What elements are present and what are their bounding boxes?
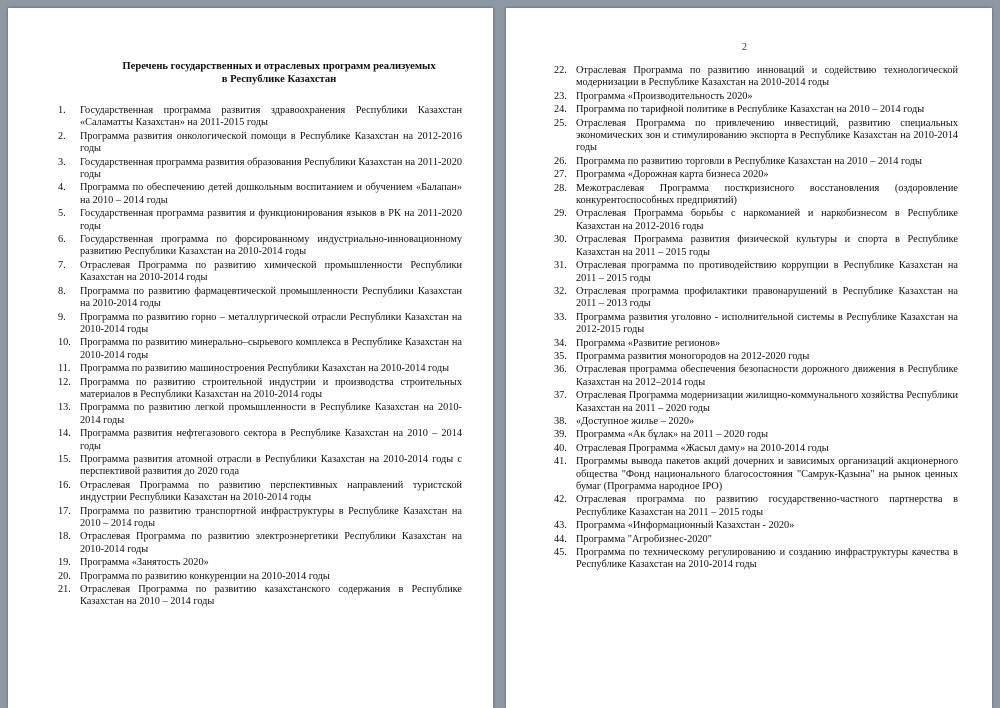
list-item-number: 45. (554, 547, 567, 559)
list-item (554, 65, 958, 90)
list-item (58, 557, 462, 569)
list-item (554, 91, 958, 103)
list-item-number: 42. (554, 494, 567, 506)
document-page-left (8, 8, 493, 708)
list-item-number: 37. (554, 390, 567, 402)
list-item-number: 30. (554, 234, 567, 246)
list-item (554, 494, 958, 519)
list-item (58, 480, 462, 505)
list-item (554, 260, 958, 285)
list-item-text: Программа развития онкологической помощи в Республике Казахстан на 2012-2016 годы (80, 130, 462, 155)
list-item-text: Отраслевая Программа борьбы с наркоманией и наркобизнесом в Республике Казахстан на 2012-2016 годы (576, 208, 958, 232)
list-item (554, 183, 958, 208)
list-item-text: Программа «Развитие регионов» (576, 337, 721, 349)
list-item (554, 351, 958, 363)
list-item-text: Отраслевая Программа по развитию перспективных направлений туристской индустрии Республики Казахстан на 2010-2014 годы (80, 479, 462, 504)
list-item (554, 156, 958, 168)
list-item-text: Программа по обеспечению детей дошкольным воспитанием и обучением «Балапан» на 2010 – 2014 годы (80, 182, 462, 206)
list-item (554, 234, 958, 259)
list-item (58, 506, 462, 531)
list-item (58, 363, 462, 375)
list-item (554, 118, 958, 155)
list-item-number: 2. (58, 130, 66, 142)
list-item (554, 456, 958, 493)
list-item (58, 208, 462, 233)
list-item (554, 443, 958, 455)
list-item (554, 390, 958, 415)
list-item (554, 547, 958, 572)
list-item-number: 35. (554, 350, 567, 362)
list-item-text: Программа по тарифной политике в Республике Казахстан на 2010 – 2014 годы (576, 104, 925, 116)
list-item (58, 531, 462, 556)
list-item-text: Государственная программа развития образования Республики Казахстан на 2011-2020 годы (80, 156, 462, 181)
list-item-text: Программа по развитию конкуренции на 2010-2014 годы (80, 570, 330, 582)
list-item-number: 4. (58, 182, 66, 194)
list-item-number: 20. (58, 570, 71, 582)
list-item-number: 24. (554, 104, 567, 116)
list-item-text: Программа «Ак бұлак» на 2011 – 2020 годы (576, 429, 769, 441)
list-item-text: Государственная программа по форсированному индустриально-инновационному развитию Республики Казахстан на 2010-2014 годы (80, 234, 462, 258)
list-item-number: 23. (554, 90, 567, 102)
list-item (58, 571, 462, 583)
list-item-text: Отраслевая Программа модернизации жилищно-коммунального хозяйства Республики Казахстан на 2011 – 2020 годы (576, 390, 958, 414)
list-item-number: 5. (58, 208, 66, 220)
list-item-text: Программа "Агробизнес-2020" (576, 533, 712, 545)
list-item-text: Отраслевая Программа по привлечению инвестиций, развитию специальных экономических зон и стимулированию экспорта в Республике Казахстан на 2010-2014 годы (576, 117, 958, 154)
list-item-text: Программа по развитию транспортной инфраструктуры в Республике Казахстан на 2010 – 2014 годы (80, 505, 462, 529)
list-item-number: 36. (554, 364, 567, 376)
list-item (554, 416, 958, 428)
list-item-number: 29. (554, 208, 567, 220)
list-item-text: Программа развития атомной отрасли в Республики Казахстан на 2010-2014 годы с перспективой развития до 2020 года (80, 453, 462, 478)
list-item-number: 44. (554, 533, 567, 545)
list-item-number: 32. (554, 285, 567, 297)
list-item-number: 43. (554, 520, 567, 532)
list-item (554, 429, 958, 441)
list-item-number: 3. (58, 156, 66, 168)
list-item (58, 286, 462, 311)
list-item (58, 260, 462, 285)
list-item (554, 169, 958, 181)
list-item-number: 18. (58, 531, 71, 543)
list-item-text: Программа «Дорожная карта бизнеса 2020» (576, 169, 769, 181)
list-item-text: Отраслевая Программа «Жасыл даму» на 2010-2014 годы (576, 442, 829, 454)
list-item-number: 31. (554, 260, 567, 272)
list-item-text: Программа по развитию горно – металлургической отрасли Республики Казахстан на 2010-2014 годы (80, 311, 462, 335)
list-item (554, 312, 958, 337)
list-item-number: 13. (58, 402, 71, 414)
list-item-text: Программа по развитию строительной индустрии и производства строительных материалов в Республики Казахстан на 2010-2014 годы (80, 376, 462, 400)
list-item (58, 157, 462, 182)
list-item-text: Государственная программа развития здравоохранения Республики Казахстан «Саламатты Казахстан» на 2011-2015 годы (80, 105, 462, 129)
list-item-text: Программа по развитию минерально–сырьевого комплекса в Республике Казахстан на 2010-2014 годы (80, 337, 462, 361)
document-title-line-2: в Республике Казахстан (221, 74, 337, 85)
list-item-text: Отраслевая программа по противодействию коррупции в Республике Казахстан на 2011 – 2015 годы (576, 260, 958, 284)
list-item (58, 428, 462, 453)
list-item (58, 402, 462, 427)
list-item-number: 41. (554, 456, 567, 468)
list-item (554, 104, 958, 116)
list-item-text: Программа по техническому регулированию и созданию инфраструктуры качества в Республике Казахстан на 2010-2014 годы (576, 547, 958, 571)
list-item-number: 1. (58, 105, 66, 116)
list-item-number: 28. (554, 182, 567, 194)
list-item-number: 34. (554, 337, 567, 349)
list-item-number: 15. (58, 453, 71, 465)
page-number: 2 (742, 42, 747, 53)
list-item-number: 10. (58, 337, 71, 349)
list-item (58, 105, 462, 130)
list-item-text: Программа «Производительность 2020» (576, 90, 753, 102)
list-item-text: Программа развития нефтегазового сектора в Республике Казахстан на 2010 – 2014 годы (80, 428, 462, 452)
list-item (554, 534, 958, 546)
list-item (554, 208, 958, 233)
list-item-text: Отраслевая Программа по развитию электроэнергетики Республики Казахстан на 2010-2014 годы (80, 531, 462, 555)
list-item-text: Отраслевая Программа по развитию химической промышленности Республики Казахстан на 2010-2014 годы (80, 259, 462, 284)
document-title (68, 60, 490, 86)
list-item (554, 338, 958, 350)
list-item-number: 22. (554, 65, 567, 76)
list-item-number: 19. (58, 557, 71, 569)
list-item-text: Программа развития уголовно - исполнительной системы в Республике Казахстан на 2012-2015 годы (576, 311, 958, 336)
list-item (58, 454, 462, 479)
list-item (58, 234, 462, 259)
list-item-text: Программа «Информационный Казахстан - 2020» (576, 520, 795, 532)
list-item-number: 21. (58, 584, 71, 596)
list-item-text: Отраслевая Программа развития физической культуры и спорта в Республике Казахстан на 2011 – 2015 годы (576, 234, 958, 258)
list-item (554, 520, 958, 532)
list-item-number: 26. (554, 155, 567, 167)
program-list-left (58, 105, 462, 610)
list-item-text: Программа по развитию торговли в Республике Казахстан на 2010 – 2014 годы (576, 155, 922, 167)
list-item (58, 182, 462, 207)
list-item-number: 6. (58, 234, 66, 246)
list-item-number: 12. (58, 376, 71, 388)
list-item-number: 16. (58, 479, 71, 491)
list-item-number: 39. (554, 429, 567, 441)
list-item-number: 33. (554, 311, 567, 323)
list-item (58, 584, 462, 609)
list-item-text: Программы вывода пакетов акций дочерних и зависимых организаций акционерного общества "Фонд национального благосостояния "Самрук-Қазына" на рынок ценных бумаг (Программа народное IPO) (576, 456, 958, 492)
list-item-number: 38. (554, 415, 567, 427)
list-item-text: Отраслевая Программа по развитию инноваций и содействию технологической модернизации в Республике Казахстан на 2010-2014 годы (576, 65, 958, 89)
list-item-text: Программа «Занятость 2020» (80, 557, 209, 569)
list-item (58, 312, 462, 337)
list-item (554, 286, 958, 311)
list-item-text: Межотраслевая Программа посткризисного восстановления (оздоровление конкурентоспособных предприятий) (576, 182, 958, 207)
document-page-right (506, 8, 992, 708)
list-item-number: 9. (58, 311, 66, 323)
list-item-text: «Доступное жилье – 2020» (576, 415, 695, 427)
document-title-line-1: Перечень государственных и отраслевых программ реализуемых (122, 61, 436, 72)
list-item-text: Программа по развитию легкой промышленности в Республике Казахстан на 2010-2014 годы (80, 402, 462, 426)
list-item-number: 27. (554, 169, 567, 181)
list-item (554, 364, 958, 389)
list-item-number: 40. (554, 442, 567, 454)
list-item-number: 7. (58, 259, 66, 271)
list-item (58, 337, 462, 362)
list-item-text: Отраслевая программа профилактики правонарушений в Республике Казахстан на 2011 – 2013 годы (576, 285, 958, 310)
list-item-text: Отраслевая программа по развитию государственно-частного партнерства в Республике Казахстан на 2011 – 2015 годы (576, 494, 958, 518)
list-item-number: 14. (58, 428, 71, 440)
list-item (58, 131, 462, 156)
list-item-text: Программа по развитию машиностроения Республики Казахстан на 2010-2014 годы (80, 363, 450, 375)
list-item-text: Программа развития моногородов на 2012-2020 годы (576, 350, 810, 362)
list-item-text: Государственная программа развития и функционирования языков в РК на 2011-2020 годы (80, 208, 462, 232)
list-item (58, 377, 462, 402)
list-item-number: 17. (58, 505, 71, 517)
list-item-text: Отраслевая Программа по развитию казахстанского содержания в Республике Казахстан на 2010 – 2014 годы (80, 584, 462, 608)
list-item-number: 25. (554, 117, 567, 129)
program-list-right (554, 65, 958, 573)
list-item-text: Программа по развитию фармацевтической промышленности Республики Казахстан на 2010-2014 годы (80, 285, 462, 310)
list-item-number: 8. (58, 285, 66, 297)
list-item-number: 11. (58, 363, 71, 375)
list-item-text: Отраслевая программа обеспечения безопасности дорожного движения в Республике Казахстан на 2012–2014 годы (576, 364, 958, 388)
